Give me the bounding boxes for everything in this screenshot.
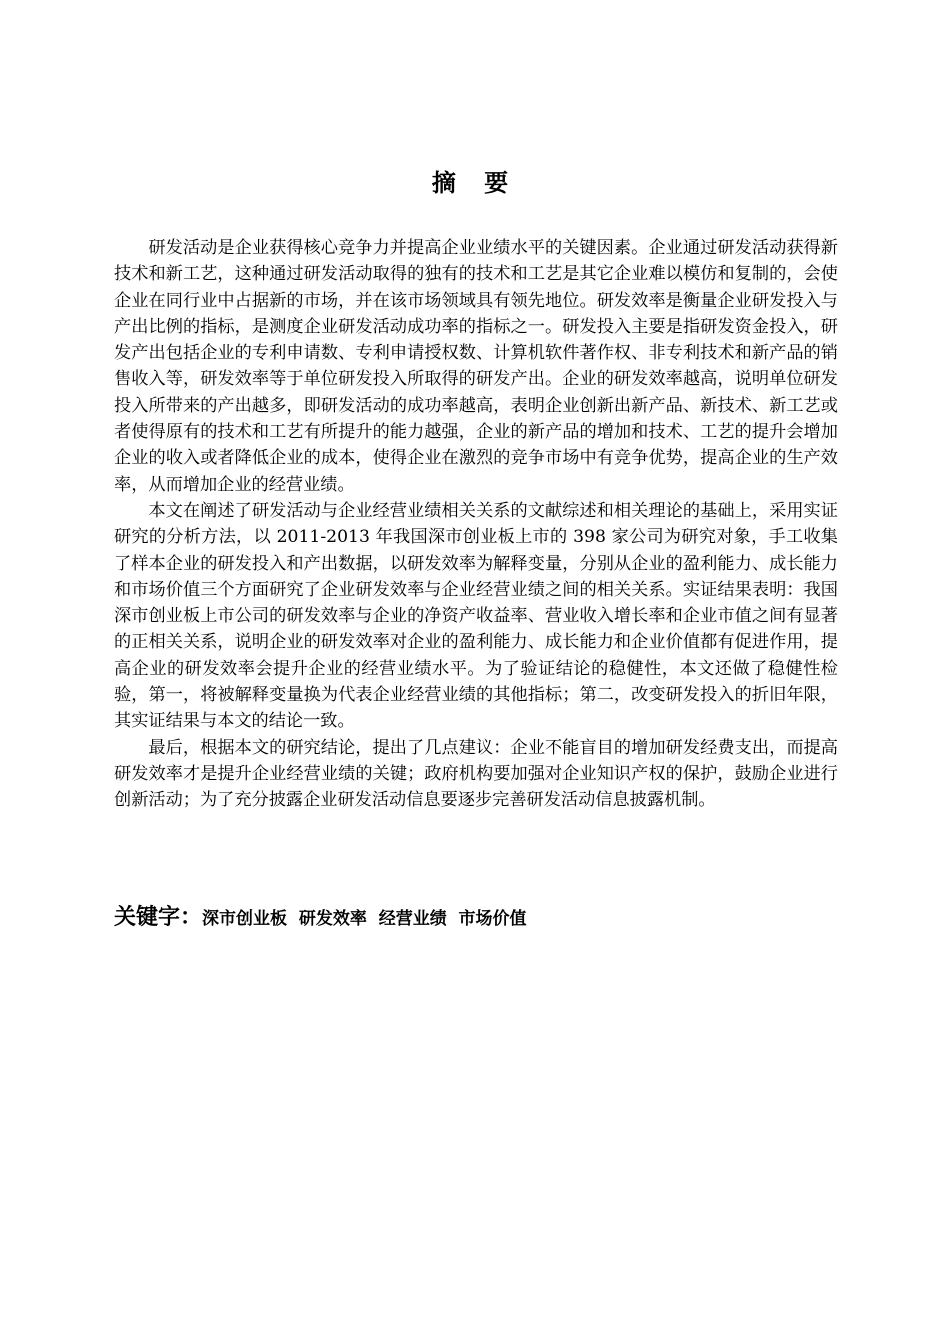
keywords-line [114,900,838,931]
keywords-label: 关键字： [114,905,203,930]
abstract-paragraph-2: 本文在阐述了研发活动与企业经营业绩相关关系的文献综述和相关理论的基础上，采用实证研究的分析方法，以 2011-2013 年我国深市创业板上市的 398 家公司为研究对象，手工收集了样本企业的研发投入和产出数据，以研发效率为解释变量，分别从企业的盈利能力、成长能力和市场价值三个方面研究了企业研发效率与企业经营业绩之间的相关关系。实证结果表明：我国深市创业板上市公司的研发效率与企业的净资产收益率、营业收入增长率和企业市值之间有显著的正相关关系，说明企业的研发效率对企业的盈利能力、成长能力和企业价值都有促进作用，提高企业的研发效率会提升企业的经营业绩水平。为了验证结论的稳健性，本文还做了稳健性检验，第一，将被解释变量换为代表企业经营业绩的其他指标；第二，改变研发投入的折旧年限，其实证结果与本文的结论一致。 [114,500,838,732]
abstract-paragraph-1: 研发活动是企业获得核心竞争力并提高企业业绩水平的关键因素。企业通过研发活动获得新技术和新工艺，这种通过研发活动取得的独有的技术和工艺是其它企业难以模仿和复制的，会使企业在同行业中占据新的市场，并在该市场领域具有领先地位。研发效率是衡量企业研发投入与产出比例的指标，是测度企业研发活动成功率的指标之一。研发投入主要是指研发资金投入，研发产出包括企业的专利申请数、专利申请授权数、计算机软件著作权、非专利技术和新产品的销售收入等，研发效率等于单位研发投入所取得的研发产出。企业的研发效率越高，说明单位研发投入所带来的产出越多，即研发活动的成功率越高，表明企业创新出新产品、新技术、新工艺或者使得原有的技术和工艺有所提升的能力越强，企业的新产品的增加和技术、工艺的提升会增加企业的收入或者降低企业的成本，使得企业在激烈的竞争市场中有竞争优势，提高企业的生产效率，从而增加企业的经营业绩。 [114,238,838,495]
keywords-text: 深市创业板 研发效率 经营业绩 市场价值 [202,909,527,929]
abstract-body [114,235,838,814]
abstract-title: 摘 要 [431,169,519,197]
abstract-paragraph-3: 最后，根据本文的研究结论，提出了几点建议：企业不能盲目的增加研发经费支出，而提高研发效率才是提升企业经营业绩的关键；政府机构要加强对企业知识产权的保护，鼓励企业进行创新活动；为了充分披露企业研发活动信息要逐步完善研发活动信息披露机制。 [114,737,838,811]
